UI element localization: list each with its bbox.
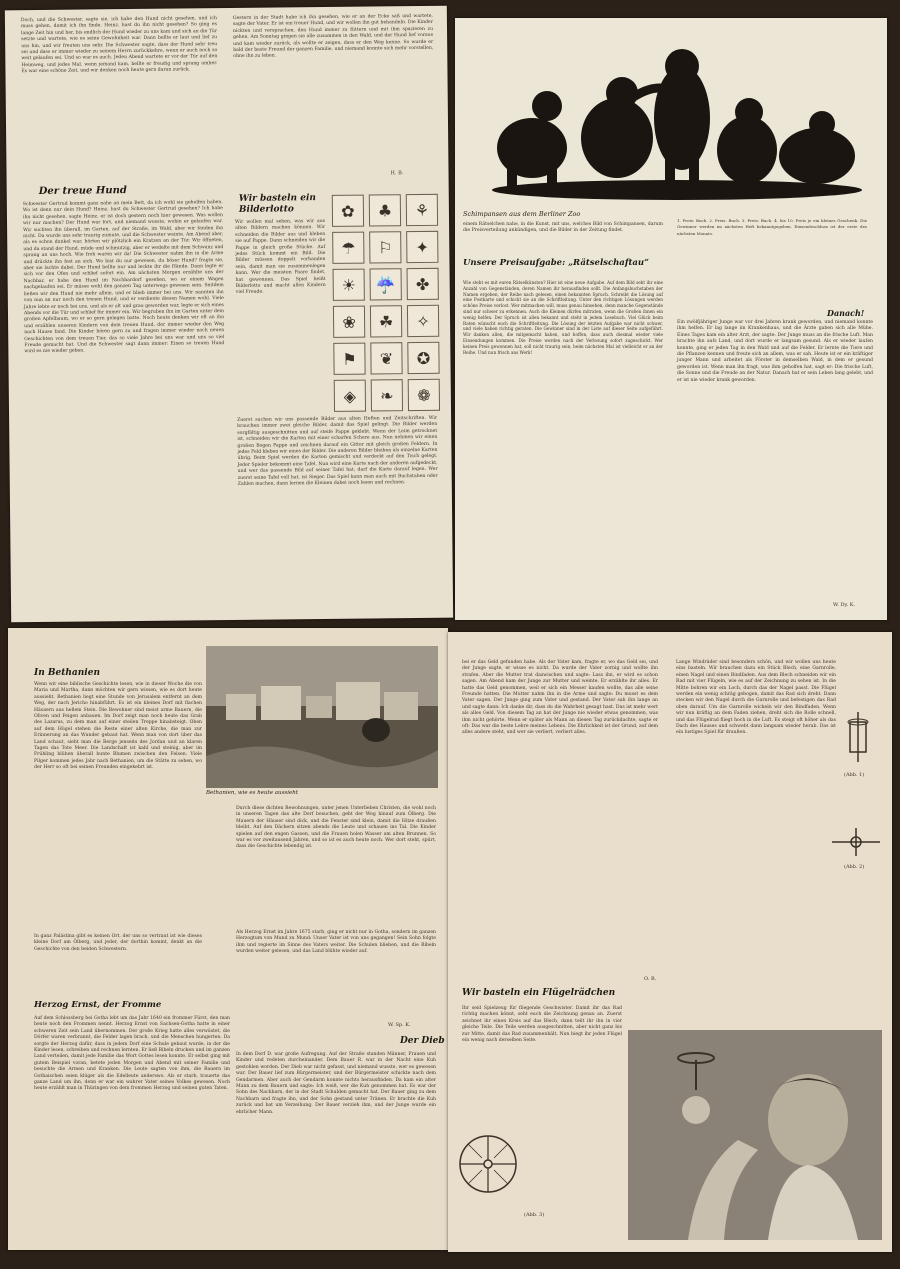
lotto-tile: ❁ (408, 379, 440, 411)
craft-text-narrow: Wir wollen mal sehen, was wir aus alten Bildern machen können. Wir schneiden die Bilder aus und kleben sie auf Pappe. Dann schneiden wir die Pappe in gleich große Stücke. Auf jedes Stück kommt ein Bild. Die Bilder müssen doppelt vorhanden sein, damit man sie zusammenlegen kann. Wer die meisten Paare findet, hat gewonnen. Das Spiel heißt Bilderlotto und macht allen Kindern viel Freude. (235, 218, 326, 296)
figure-3-label: (Abb. 3) (524, 1212, 545, 1218)
craft-text-wide: Zuerst suchen wir uns passende Bilder aus alten Heften und Zeitschriften. Wir brauchen immer zwei gleiche Bilder, damit das Spiel gelingt. Die Bilder werden sorgfältig ausgeschnitten und auf steife Pappe geklebt. Wenn der Leim getrocknet ist, schneiden wir die Karten mit einer scharfen Schere aus. Nun nehmen wir einen großen Bogen Pappe und zeichnen darauf ein Gitter mit gleich großen Feldern. In jedes Feld kleben wir eines der Bilder. Die anderen Bilder bleiben als einzelne Karten übrig. Beim Spiel werden die Karten gemischt und verdeckt auf den Tisch gelegt. Jeder Spieler bekommt eine Tafel. Nun wird eine Karte nach der anderen aufgedeckt, und wer das passende Bild auf seiner Tafel hat, darf die Karte darauf legen. Wer zuerst seine Tafel voll hat, ist Sieger. Das Spiel kann man auch mit Buchstaben oder Zahlen machen, dann lernen die Kleinen dabei noch lesen und rechnen. (237, 415, 438, 487)
craft-diagram-2 (828, 822, 884, 862)
page-top-right (455, 18, 887, 620)
lotto-tile: ⚑ (333, 343, 365, 375)
bethanien-text-1: Wenn wir eine biblische Geschichte lesen, wie in dieser Woche die von Maria und Martha, dann möchten wir gern wissen, wie es dort heute aussieht. Bethanien liegt eine Stunde von Jerusalem entfernt an dem Weg, der nach Jericho hinabführt. Es ist ein kleines Dorf mit flachen Häusern aus hellem Stein. Die Bewohner sind meist arme Bauern, die Oliven und Feigen anbauen. Im Dorf zeigt man noch heute das Grab des Lazarus, zu dem man auf einer steilen Treppe hinabsteigt. Oben auf dem Hügel stehen die Reste einer alten Kirche, die man zur Erinnerung an das Wunder gebaut hat. Wenn man von dort über das Land schaut, sieht man die Berge jenseits des Jordan und an klaren Tagen das Tote Meer. Die Landschaft ist kahl und steinig, aber im Frühling blühen überall bunte Blumen zwischen den Felsen. Viele Pilger kommen jedes Jahr nach Bethanien, um die Stätte zu sehen, wo der Herr so oft bei seinen Freunden eingekehrt ist. (34, 682, 202, 771)
lotto-tile: ☘ (370, 305, 402, 337)
bilderlotto-grid (332, 194, 440, 412)
page-top-left (5, 6, 453, 623)
prize-list: 1. Preis: Buch. 2. Preis: Buch. 3. Preis: Buch. 4. bis 10. Preis je ein kleines Geschenk. Die Gewinner werden im nächsten Heft bekanntgegeben. Einsendeschluss ist der erste des nächsten Monats. (677, 218, 867, 236)
fluegelradchen-text: Ihr seid Spielzeug für fliegende Geschwister. Damit ihr das Rad richtig machen könnt, seht euch die Zeichnung genau an. Zuerst zeichnet ihr einen Kreis auf das Blech, dann teilt ihr ihn in vier gleiche Teile. Die Teile werden ausgeschnitten, aber nicht ganz bis zur Mitte, damit das Rad zusammenhält. Nun biegt ihr jeden Flügel ein wenig nach derselben Seite. (462, 1006, 622, 1044)
signature-top-right: W. Dy. K. (833, 602, 856, 608)
lotto-tile: ❀ (333, 306, 365, 338)
puzzle-heading: Unsere Preisaufgabe: „Rätselschaftau“ (463, 258, 649, 268)
story-text-column-2: Gestern in der Stadt habe ich ihn gesehen, wie er an der Ecke saß und wartete, sagte der Vater. Er ist ein treuer Hund, und wir wollen ihn gut behandeln. Die Kinder nickten und versprachen, den Hund immer zu füttern und mit ihm spazieren zu gehen. Am Sonntag gingen sie alle zusammen in den Wald, und der Hund lief voraus und kam wieder zurück, als wollte er zeigen, dass er den Weg kenne. So wurde er bald der beste Freund der ganzen Familie, und niemand konnte sich mehr vorstellen, ohne ihn zu leben. (232, 13, 434, 60)
bethanien-text-2: In ganz Palästina gibt es keinen Ort, der uns so vertraut ist wie dieses kleine Dorf am Ölberg, und jeder, der dorthin kommt, denkt an die Geschichte von den beiden Schwestern. (34, 934, 202, 952)
signature-bottom-right: O. B. (644, 976, 657, 982)
lotto-tile: ✧ (407, 305, 439, 337)
bethanien-text-3: Durch diese dichten Bewohnungen, unter jenen Unterlieben Christen, die wohl noch in unseren Tagen das alte Dorf besuchen, geht der Weg hinauf zum Ölberg. Die Mauern der Häuser sind dick, und die Fenster sind klein, damit die Hitze draußen bleibt. Auf den Dächern sitzen abends die Leute und schauen ins Tal. Die Kinder spielen auf den engen Gassen, und die Frauen holen Wasser am alten Brunnen. So war es vor zweitausend Jahren, und so ist es auch heute noch. Wer dort steht, spürt, dass die Geschichte lebendig ist. (236, 806, 436, 850)
signature-top-left: H. B. (390, 170, 404, 177)
craft-diagram-1 (838, 712, 882, 772)
bethanien-heading: In Bethanien (34, 668, 100, 678)
craft-heading: Wir basteln ein Bilderlotto (238, 193, 316, 215)
lotto-tile: ♣ (369, 194, 401, 226)
dieb-continued-text: bei er das Geld gefunden habe. Als der Vater kam, fragte er, wo das Geld sei, und der Junge sagte, er wisse es nicht. Da wurde der Vater zornig und wollte ihn strafen. Aber die Mutter trat dazwischen und sagte: Lass ihn, er wird es schon sagen. Am Abend kam der Junge zur Mutter und weinte. Er erzählte ihr alles. Er hatte das Geld genommen, weil er sich ein Messer kaufen wollte, das alle seine Freunde hatten. Die Mutter nahm ihn in die Arme und sagte: Du musst es dem Vater sagen. Der Junge ging zum Vater und gestand. Der Vater sah ihn lange an und sagte dann: Ich danke dir, dass du die Wahrheit gesagt hast. Das ist mehr wert als alles Geld. Von diesem Tag an hat der Junge nie wieder etwas genommen, was ihm nicht gehörte. Wenn er später als Mann an diesen Tag zurückdachte, sagte er oft: Das war die beste Lehre meines Lebens. Die Ehrlichkeit ist der Grund, auf dem alles andere steht, und wer sie verliert, verliert alles. (462, 660, 658, 736)
lotto-tile: ❧ (371, 379, 403, 411)
lotto-tile: ✦ (406, 231, 438, 263)
lotto-tile: ❦ (370, 342, 402, 374)
photo-caption-chimpanzees: Schimpansen aus dem Berliner Zoo (463, 210, 581, 218)
herzog-ernst-heading: Herzog Ernst, der Fromme (34, 1000, 162, 1010)
story-heading: Der treue Hund (38, 185, 127, 197)
side-heading: Danach! (827, 308, 865, 318)
story-body: Schwester Gertrud kommt ganz nahe an mein Bett, da ich wohl sie geholfen haben. Wo ist denn nur dein Hund? Heinz, hast du Schwester Gertrud gesehen? Ich habe ihn nicht gesehen, sagte Heinz, er ist doch gestern noch hier gewesen. Was wollen wir nur machen? Der Hund war fort, und niemand wusste, wohin er gelaufen war. Wir suchten ihn überall, im Garten, auf der Straße, im Wald, aber wir fanden ihn nicht. Da wurde uns sehr traurig zumute, und die Schwester weinte. Am Abend aber, als es schon dunkel war, hörten wir plötzlich ein Kratzen an der Tür. Wir öffneten, und da stand der Hund, müde und schmutzig, aber er wedelte mit dem Schwanz und sprang an uns hoch. Wie froh waren wir da! Die Schwester nahm ihn in die Arme und drückte ihn fest an sich. Wo bist du nur gewesen, du böser Hund? fragte sie, aber sie lachte dabei. Der Hund bellte nur und leckte ihr die Hände. Dann legte er sich vor den Ofen und schlief sofort ein. Am nächsten Morgen erzählte uns der Nachbar, er habe den Hund im Nachbardorf gesehen, wo er einem Wagen nachgelaufen sei. Er müsse wohl den ganzen Tag unterwegs gewesen sein. Seitdem ließen wir den Hund nie mehr allein, und er blieb immer bei uns. Wir nannten ihn von nun an nur noch den treuen Hund, und er verdiente diesen Namen wohl. Viele Jahre lebte er noch bei uns, und als er alt und grau geworden war, legte er sich eines Abends vor die Tür und schlief für immer ein. Wir begruben ihn im Garten unter dem großen Apfelbaum, wo er so gern gelegen hatte. Noch heute denken wir oft an ihn und erzählen unseren Kindern von dem treuen Hund, der immer wieder den Weg nach Hause fand. Die Kinder hören gern zu und fragen immer wieder nach neuen Geschichten von dem treuen Tier, das so viele Jahre bei uns war und uns so viel Freude gemacht hat. Und die Schwester sagt dann immer: Einen so treuen Hund wird es nie wieder geben. (22, 200, 225, 355)
figure-1-label: (Abb. 1) (844, 772, 865, 778)
intro-text: einem Rätselchen nahe, in die Kunst, mit uns, welches Bild von Schimpansen, darum die Preisverteilung ankündigen, und die Bilder in der Zeitung findet. (463, 222, 663, 234)
figure-2-label: (Abb. 2) (844, 864, 865, 870)
lotto-tile: ✤ (407, 268, 439, 300)
craft-instructions-text: Lange Windräder sind besonders schön, und wir wollen uns heute eins basteln. Wir brauchen dazu ein Stück Blech, eine Garnrolle, einen Nagel und einen Bindfaden. Aus dem Blech schneiden wir ein Rad mit vier Flügeln, wie es auf der Zeichnung zu sehen ist. In die Mitte bohren wir ein Loch, durch das der Nagel passt. Die Flügel werden ein wenig schräg gebogen, damit das Rad sich dreht. Dann stecken wir den Nagel durch die Garnrolle und befestigen das Rad oben darauf. Um die Garnrolle wickeln wir den Bindfaden. Wenn wir nun kräftig an dem Faden ziehen, dreht sich die Rolle schnell, und das Flügelrad fliegt hoch in die Luft. Es steigt oft höher als das Dach des Hauses und schwebt dann langsam wieder herab. Das ist ein lustiges Spiel für draußen. (676, 660, 836, 736)
signature-bottom-left: W. Sp. K. (388, 1022, 411, 1028)
bethanien-photo-caption: Bethanien, wie es heute aussieht (206, 790, 299, 796)
der-dieb-heading: Der Dieb (400, 1036, 445, 1046)
chimpanzee-silhouette-image (477, 38, 877, 208)
lotto-tile: ☀ (333, 269, 365, 301)
lotto-tile: ✪ (407, 342, 439, 374)
story-text-column-1: Doch, und die Schwester, sagte sie, ich habe den Hund nicht gesehen, und ich muss gehen, damit ich ihn finde. Heinz, hast du ihn nicht gesehen? So ging es lange Zeit hin und her, bis endlich der Hund wieder zu uns kam und sich an die Tür setzte und wartete, wie es seine Gewohnheit war. Dann bellte er laut und lief zu uns hin, und wir freuten uns sehr. Die Schwester sagte, dass der Hund sehr treu sei und dass er immer wieder zu seinem Herrn zurückkehre, wenn er auch noch so weit gelaufen sei. Und so war es auch. Jeden Abend wartete er vor der Tür auf den Heimweg, und jedes Mal, wenn jemand kam, bellte er freudig und sprang umher. Es war eine schöne Zeit, und wir denken noch heute gern daran zurück. (20, 16, 218, 75)
page-bottom-right (448, 632, 892, 1252)
lotto-tile: ⚐ (369, 231, 401, 263)
side-story-text: Ein zwölfjähriger Junge war vor drei Jahren krank geworden, und niemand konnte ihm helfen. Er lag lange im Krankenhaus, und die Ärzte gaben sich alle Mühe. Eines Tages kam ein alter Arzt, der sagte: Der Junge muss an die frische Luft. Man brachte ihn aufs Land, und dort wurde er langsam gesund. Als er wieder laufen konnte, ging er jeden Tag in den Wald und auf die Felder. Er lernte die Tiere und die Pflanzen kennen und freute sich an allem, was er sah. Heute ist er ein kräftiger junger Mann und arbeitet als Förster in demselben Wald, in dem er gesund geworden ist. Wenn man ihn fragt, was ihm geholfen hat, sagt er: Die frische Luft, die Sonne und die Freude an der Natur. Danach hat er sein Leben lang gelebt, und er ist nie wieder krank geworden. (677, 320, 873, 383)
herzog-ernst-text-2: Als Herzog Ernst im Jahre 1675 starb, ging er nicht nur in Gotha, sondern im ganzen Herzogtum von Mund zu Mund: Unser Vater ist von uns gegangen! Sein Sohn folgte ihm und regierte im Sinne des Vaters weiter. Die Schulen blieben, und die Bibeln wurden weiter gelesen, und das Land blühte wieder auf. (236, 930, 436, 955)
lotto-tile: ✿ (332, 195, 364, 227)
page-bottom-left (8, 628, 448, 1250)
boy-with-flying-wheel-photo (628, 1030, 882, 1240)
bethanien-photo (206, 646, 438, 788)
herzog-ernst-text: Auf dem Schlossberg bei Gotha lebt um das Jahr 1640 ein frommer Fürst, den man heute noch den Frommen nennt. Herzog Ernst von Sachsen-Gotha hatte in einer schweren Zeit sein Land übernommen. Der große Krieg hatte alles verwüstet, die Dörfer waren verbrannt, die Felder lagen brach, und die Menschen hungerten. Da sorgte der Herzog dafür, dass in jedem Dorf eine Schule gebaut wurde, in der die Kinder lesen, schreiben und rechnen lernten. Er ließ Bibeln drucken und im ganzen Land verteilen, damit jede Familie das Wort Gottes lesen konnte. Er selbst ging mit gutem Beispiel voran, betete jeden Morgen und Abend mit seiner Familie und besuchte die Armen und Kranken. Die Leute sagten von ihm, die Bauern im Gothaischen seien klüger als die Edelleute anderswo. Als er starb, trauerte das ganze Land um ihn, denn er war ein wahrer Vater seines Volkes gewesen. Noch heute erzählt man in Thüringen von dem frommen Herzog und seinen guten Taten. (34, 1016, 230, 1092)
lotto-tile: ☔ (370, 268, 402, 300)
fluegelradchen-heading: Wir basteln ein Flügelrädchen (462, 988, 616, 998)
lotto-tile: ◈ (334, 380, 366, 412)
puzzle-text: Wie steht es mit euren Rätselkünsten? Hier ist eine neue Aufgabe. Auf dem Bild seht ihr eine Anzahl von Gegenständen, deren Namen ihr herausfinden sollt. Die Anfangsbuchstaben der Namen ergeben, der Reihe nach gelesen, einen bekannten Spruch. Schreibt die Lösung auf eine Postkarte und schickt sie an die Schriftleitung. Unter den richtigen Lösungen werden schöne Preise verlost. Wer mitmachen will, muss genau hinsehen, denn manche Gegenstände sind nur schwer zu erkennen. Auch die Kleinen dürfen mitraten, wenn die Großen ihnen ein wenig helfen. Der Spruch ist allen bekannt und steht in jedem Lesebuch. Viel Glück beim Raten wünscht euch die Schriftleitung. Die Lösung der letzten Aufgabe war nicht schwer, und viele haben richtig geraten. Die Gewinner sind in der Liste auf dieser Seite aufgeführt. Wir danken allen, die mitgemacht haben, und hoffen, dass auch diesmal wieder viele Einsendungen kommen. Die Preise werden nach der Verlosung sofort zugeschickt. Wer keinen Preis gewonnen hat, soll nicht traurig sein, beim nächsten Mal ist vielleicht er an der Reihe. Und nun frisch ans Werk! (463, 280, 663, 355)
lotto-tile: ☂ (332, 232, 364, 264)
der-dieb-text: In dem Dorf D. war große Aufregung. Auf der Straße standen Männer, Frauen und Kinder und redeten durcheinander. Dem Bauer R. war in der Nacht eine Kuh gestohlen worden. Der Dieb war nicht gefasst, und niemand wusste, wer es gewesen war. Der Bauer lief zum Bürgermeister, und der Bürgermeister schickte nach dem Gendarmen. Aber auch der Gendarm konnte nichts herausfinden. Da kam ein alter Mann zu dem Bauern und sagte: Ich weiß, wer die Kuh genommen hat. Es war der Sohn des Nachbarn, der in der Stadt Schulden gemacht hat. Der Bauer ging zu dem Nachbarn und fragte ihn, und der Sohn gestand unter Tränen. Er brachte die Kuh zurück und bat um Verzeihung. Der Bauer verzieh ihm, und der Junge wurde ein ehrlicher Mann. (236, 1052, 436, 1115)
lotto-tile: ⚘ (406, 194, 438, 226)
wheel-diagram (456, 1132, 520, 1196)
